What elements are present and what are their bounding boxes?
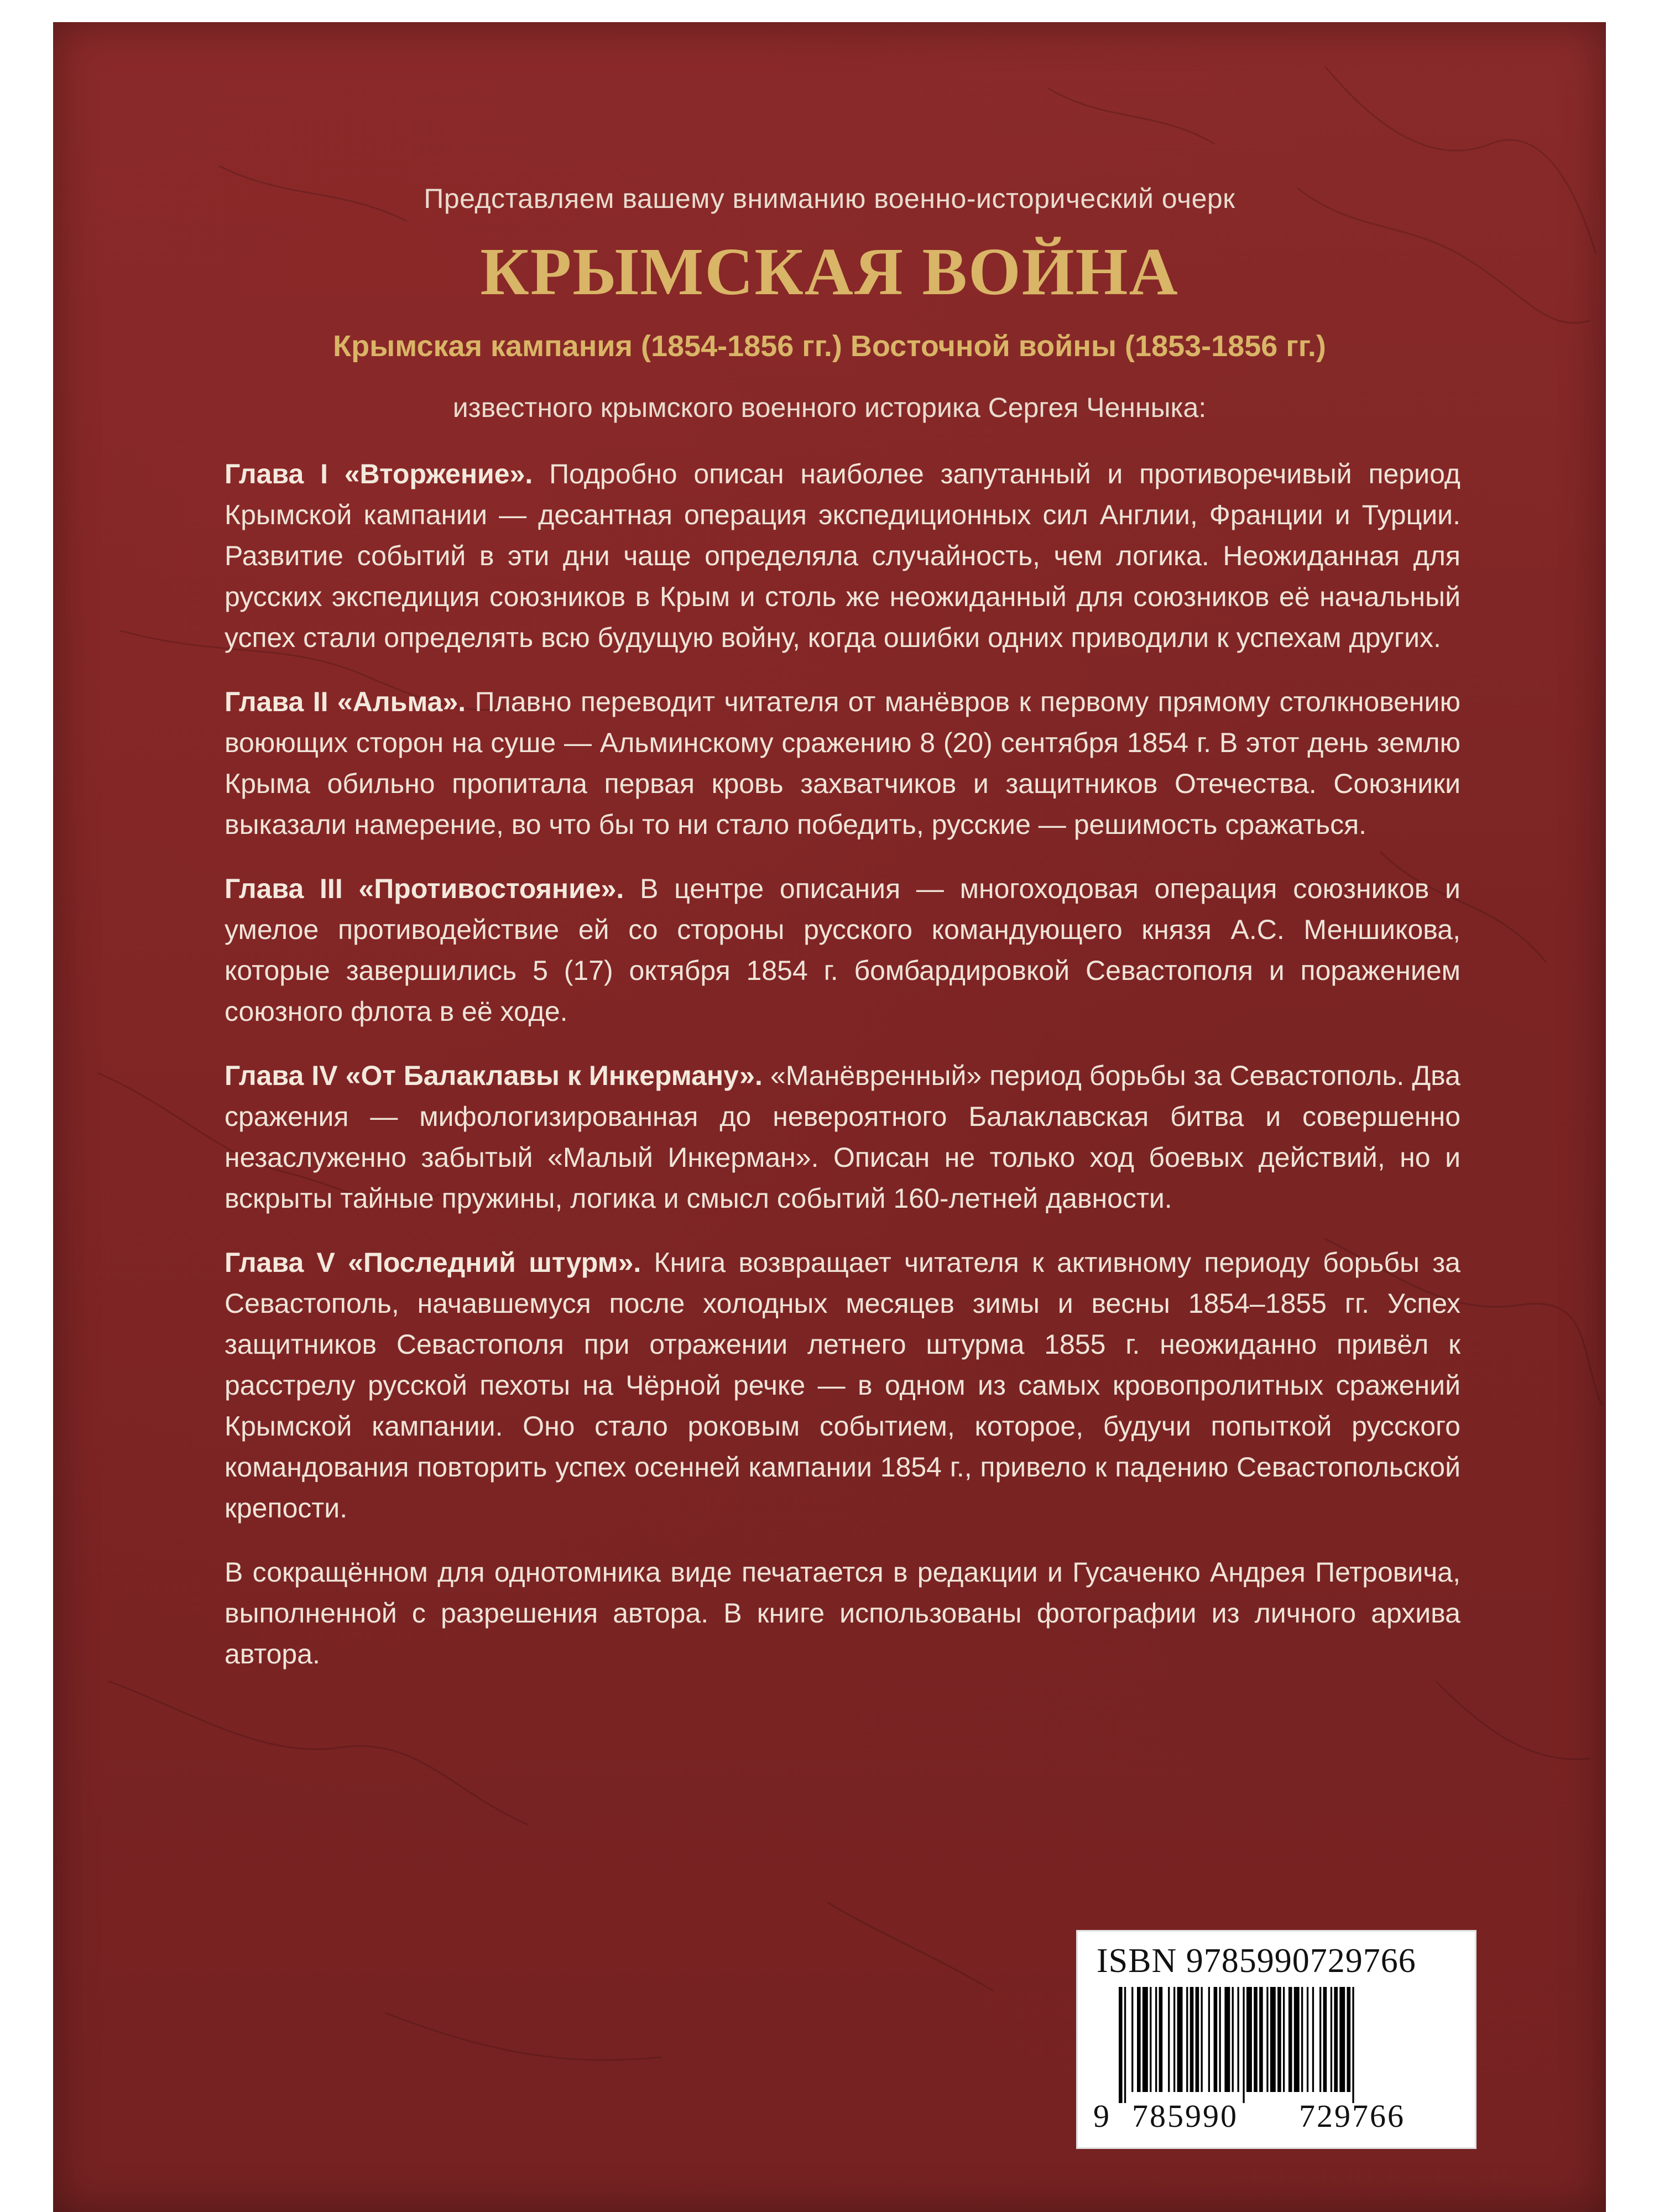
barcode-bar <box>1283 1987 1285 2092</box>
chapter-text: «Манёвренный» период борьбы за Севастополь. Два сражения — мифологизированная до невероятного Балаклавская битва и совершенно незаслуженно забытый «Малый Инкерман». Описан не только ход боевых действий, но и вскрыты тайные пружины, логика и смысл событий 160-летней давности. <box>225 1060 1460 1214</box>
chapter-text: В центре описания — многоходовая операция союзников и умелое противодействие ей со стороны русского командующего князя А.С. Меншикова, которые завершились 5 (17) октября 1854 г. бомбардировкой Севастополя и поражением союзного флота в её ходе. <box>225 873 1460 1027</box>
barcode-bar <box>1312 1987 1314 2092</box>
barcode-bar <box>1177 1987 1183 2092</box>
chapter-descriptions <box>225 453 1460 1698</box>
intro-line: Представляем вашему вниманию военно-исторический очерк <box>424 183 1235 214</box>
chapter-4 <box>225 1055 1460 1219</box>
chapter-heading: Глава V «Последний штурм». <box>225 1247 641 1278</box>
barcode-digits-left: 785990 <box>1132 2098 1238 2134</box>
barcode-bar <box>1131 1987 1133 2092</box>
barcode-bar <box>1319 1987 1321 2092</box>
barcode-bar <box>1173 1987 1175 2092</box>
barcode-bar <box>1224 1987 1230 2092</box>
barcode-bar <box>1137 1987 1141 2092</box>
chapter-heading: Глава II «Альма». <box>225 686 466 717</box>
isbn-barcode-box <box>1076 1930 1477 2149</box>
barcode-bar <box>1347 1987 1351 2092</box>
barcode-bar <box>1159 1987 1163 2092</box>
barcode-bar <box>1259 1987 1263 2092</box>
barcode-bar <box>1155 1987 1157 2092</box>
barcode-digits-right: 729766 <box>1299 2098 1405 2134</box>
chapter-3 <box>225 868 1460 1032</box>
closing-note: В сокращённом для однотомника виде печатается в редакции и Гусаченко Андрея Петровича, выполненной с разрешения автора. В книге использованы фотографии из личного архива автора. <box>225 1557 1460 1670</box>
book-title: КРЫМСКАЯ ВОЙНА <box>480 234 1179 309</box>
chapter-text: Плавно переводит читателя от манёвров к первому прямому столкновению воюющих сторон на суше — Альминскому сражению 8 (20) сентября 1854 г. В этот день землю Крыма обильно пропитала первая кровь захватчиков и защитников Отечества. Союзники выказали намерение, во что бы то ни стало победить, русские — решимость сражаться. <box>225 686 1460 840</box>
barcode-bar <box>1208 1987 1210 2092</box>
barcode-bar <box>1331 1987 1332 2092</box>
barcode-bar <box>1288 1987 1292 2092</box>
barcode-bar <box>1243 1987 1244 2103</box>
barcode-bar <box>1214 1987 1218 2092</box>
barcode-bar <box>1339 1987 1345 2092</box>
chapter-text: Подробно описан наиболее запутанный и противоречивый период Крымской кампании — десантная операция экспедиционных сил Англии, Франции и Турции. Развитие событий в эти дни чаще определяла случайность, чем логика. Неожиданная для русских экспедиция союзников в Крым и столь же неожиданный для союзников её начальный успех стали определять всю будущую войну, когда ошибки одних приводили к успехам других. <box>225 458 1460 653</box>
barcode-bar <box>1277 1987 1281 2092</box>
chapter-heading: Глава I «Вторжение». <box>225 458 533 489</box>
author-line: известного крымского военного историка Сергея Ченныка: <box>452 392 1207 423</box>
barcode-bar <box>1232 1987 1234 2092</box>
barcode-bar <box>1323 1987 1327 2092</box>
barcode-bar <box>1196 1987 1199 2092</box>
chapter-text: Книга возвращает читателя к активному периоду борьбы за Севастополь, начавшемуся после холодных месяцев зимы и весны 1854–1855 гг. Успех защитников Севастополя при отражении летнего штурма 1855 г. неожиданно привёл к расстрелу русской пехоты на Чёрной речке — в одном из самых кровопролитных сражений Крымской кампании. Оно стало роковым событием, которое, будучи попыткой русского командования повторить успех осенней кампании 1854 г., привело к падению Севастопольской крепости. <box>225 1247 1460 1524</box>
barcode-bar <box>1266 1987 1268 2092</box>
barcode-bar <box>1124 1987 1126 2103</box>
barcode-icon <box>1117 1987 1448 2103</box>
chapter-heading: Глава IV «От Балаклавы к Инкерману». <box>225 1060 763 1091</box>
barcode-bar <box>1168 1987 1170 2092</box>
barcode-bar <box>1334 1987 1338 2092</box>
barcode-bar <box>1142 1987 1148 2092</box>
book-back-cover <box>53 22 1606 2212</box>
barcode-bar <box>1254 1987 1258 2092</box>
barcode-bar <box>1119 1987 1123 2103</box>
barcode-bar <box>1270 1987 1276 2092</box>
chapter-5 <box>225 1242 1460 1528</box>
barcode-bar <box>1190 1987 1194 2092</box>
barcode-bar <box>1201 1987 1203 2092</box>
book-subtitle: Крымская кампания (1854-1856 гг.) Восточной войны (1853-1856 гг.) <box>333 330 1326 363</box>
barcode-bar <box>1219 1987 1221 2092</box>
chapter-heading: Глава III «Противостояние». <box>225 873 624 904</box>
barcode-bar <box>1246 1987 1252 2092</box>
barcode-bar <box>1352 1987 1354 2103</box>
barcode-bar <box>1186 1987 1188 2092</box>
chapter-2 <box>225 681 1460 845</box>
chapter-1 <box>225 453 1460 658</box>
barcode-bar <box>1238 1987 1239 2092</box>
barcode-digit-lead: 9 <box>1093 2098 1109 2134</box>
barcode-bar <box>1301 1987 1303 2092</box>
isbn-label: ISBN 9785990729766 <box>1097 1942 1416 1980</box>
barcode-bar <box>1307 1987 1308 2092</box>
barcode-bar <box>1150 1987 1151 2092</box>
barcode-bar <box>1294 1987 1300 2092</box>
